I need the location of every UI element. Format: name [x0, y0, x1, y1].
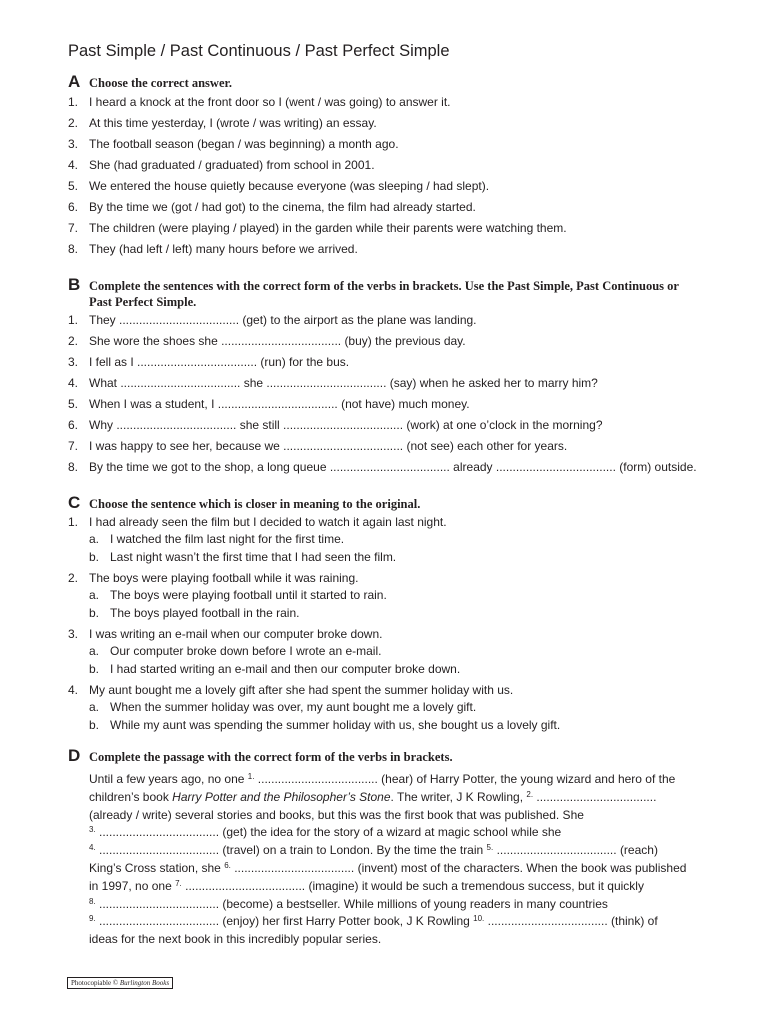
blank-6: ....................................	[234, 860, 355, 875]
section-c-option-2b: b. The boys played football in the rain.	[89, 606, 300, 620]
section-c-question-4: 4. My aunt bought me a lovely gift after she had spent the summer holiday with us.	[68, 683, 514, 697]
section-a-letter: A	[68, 72, 81, 91]
section-b-item-3: 3. I fell as I .................................... (run) for the bus.	[68, 355, 350, 369]
passage-line-6: King’s Cross station, she $^{6.}$ .................................... (invent) most of the characters. When the book was published	[89, 860, 687, 875]
book-title: Harry Potter and the Philosopher’s Stone	[172, 789, 391, 804]
section-c-heading	[68, 493, 689, 513]
section-c-option-4b: b. While my aunt was spending the summer holiday with us, she bought us a lovely gift.	[89, 718, 561, 732]
blank-9: ....................................	[99, 914, 220, 929]
section-a-item-2: 2. At this time yesterday, I (wrote / was writing) an essay.	[68, 116, 377, 130]
section-b-item-7: 7. I was happy to see her, because we .................................... (not see) each other for years.	[68, 439, 568, 453]
section-d-passage	[89, 771, 709, 949]
section-a-item-3: 3. The football season (began / was beginning) a month ago.	[68, 137, 399, 151]
passage-line-2: children’s book Harry Potter and the Philosopher’s Stone. The writer, J K Rowling, $^{2.}$ ....................................	[89, 789, 657, 804]
page-title: Past Simple / Past Continuous / Past Perfect Simple	[68, 42, 450, 60]
blank-5: ....................................	[496, 843, 617, 858]
passage-line-3: (already / write) several stories and books, but this was the first book that was published. She	[89, 807, 584, 822]
passage-line-1: Until a few years ago, no one $^{1.}$ .................................... (hear) of Harry Potter, the young wizard and hero of the	[89, 772, 676, 786]
section-b-letter: B	[68, 275, 81, 294]
passage-line-5: $^{4.}$ .................................... (travel) on a train to London. By the time the train $^{5.}$ .................................... (reach)	[89, 843, 658, 858]
section-c-option-1a: a. I watched the film last night for the first time.	[89, 532, 345, 546]
section-b-item-1: 1. They .................................... (get) to the airport as the plane was landing.	[68, 313, 477, 327]
section-c-option-3a: a. Our computer broke down before I wrote an e-mail.	[89, 644, 382, 658]
section-a-item-7: 7. The children (were playing / played) in the garden while their parents were watching them.	[68, 221, 567, 235]
photocopiable-label: Photocopiable ©	[71, 979, 119, 987]
section-c-letter: C	[68, 493, 81, 512]
section-a-item-8: 8. They (had left / left) many hours before we arrived.	[68, 242, 358, 256]
section-a-item-4: 4. She (had graduated / graduated) from school in 2001.	[68, 158, 375, 172]
section-b-instruction: Complete the sentences with the correct form of the verbs in brackets. Use the Past Simple, Past Continuous or Past Perfect Simple.	[89, 279, 679, 309]
section-d-heading	[68, 746, 689, 766]
blank-3: ....................................	[99, 825, 220, 840]
section-b-item-8: 8. By the time we got to the shop, a long queue .................................... already .................................... (form) outside.	[68, 460, 697, 474]
blank-4: ....................................	[99, 843, 220, 858]
section-b-heading	[68, 275, 689, 310]
section-b-item-2: 2. She wore the shoes she .................................... (buy) the previous day.	[68, 334, 466, 348]
section-c-question-1: 1. I had already seen the film but I decided to watch it again last night.	[68, 515, 447, 529]
section-a-item-1: 1. I heard a knock at the front door so I (went / was going) to answer it.	[68, 95, 451, 109]
section-d-instruction: Complete the passage with the correct form of the verbs in brackets.	[89, 750, 453, 764]
section-d-letter: D	[68, 746, 81, 765]
blank-7: ....................................	[185, 878, 306, 893]
blank-10: ....................................	[487, 914, 608, 929]
section-c-option-3b: b. I had started writing an e-mail and then our computer broke down.	[89, 662, 461, 676]
section-c-question-2: 2. The boys were playing football while it was raining.	[68, 571, 359, 585]
passage-line-4: $^{3.}$ .................................... (get) the idea for the story of a wizard at magic school while she	[89, 825, 562, 840]
blank-2: ....................................	[536, 789, 657, 804]
passage-line-9: $^{9.}$ .................................... (enjoy) her first Harry Potter book, J K Rowling $^{10.}$ .................................... (think) of	[89, 914, 658, 929]
section-c-option-2a: a. The boys were playing football until it started to rain.	[89, 588, 387, 602]
section-c-instruction: Choose the sentence which is closer in meaning to the original.	[89, 497, 421, 511]
blank-8: ....................................	[99, 896, 220, 911]
blank-1: ....................................	[257, 772, 378, 786]
section-a-item-6: 6. By the time we (got / had got) to the cinema, the film had already started.	[68, 200, 476, 214]
passage-line-7: in 1997, no one $^{7.}$ .................................... (imagine) it would be such a tremendous success, but it quickly	[89, 878, 644, 893]
section-a-heading	[68, 72, 689, 92]
copyright-footer	[67, 977, 173, 989]
section-b-item-6: 6. Why .................................... she still .................................... (work) at one o’clock in the morning?	[68, 418, 603, 432]
section-c-question-3: 3. I was writing an e-mail when our computer broke down.	[68, 627, 383, 641]
passage-line-8: $^{8.}$ .................................... (become) a bestseller. While millions of young readers in many countries	[89, 896, 608, 911]
section-b-item-4: 4. What .................................... she .................................... (say) when he asked her to marry him?	[68, 376, 598, 390]
section-a-instruction: Choose the correct answer.	[89, 76, 233, 90]
section-c-option-1b: b. Last night wasn’t the first time that I had seen the film.	[89, 550, 397, 564]
passage-line-10: ideas for the next book in this incredibly popular series.	[89, 932, 382, 947]
section-a-item-5: 5. We entered the house quietly because everyone (was sleeping / had slept).	[68, 179, 490, 193]
section-b-item-5: 5. When I was a student, I .................................... (not have) much money.	[68, 397, 470, 411]
section-c-option-4a: a. When the summer holiday was over, my aunt bought me a lovely gift.	[89, 700, 477, 714]
publisher-name: Burlington Books	[119, 979, 170, 987]
